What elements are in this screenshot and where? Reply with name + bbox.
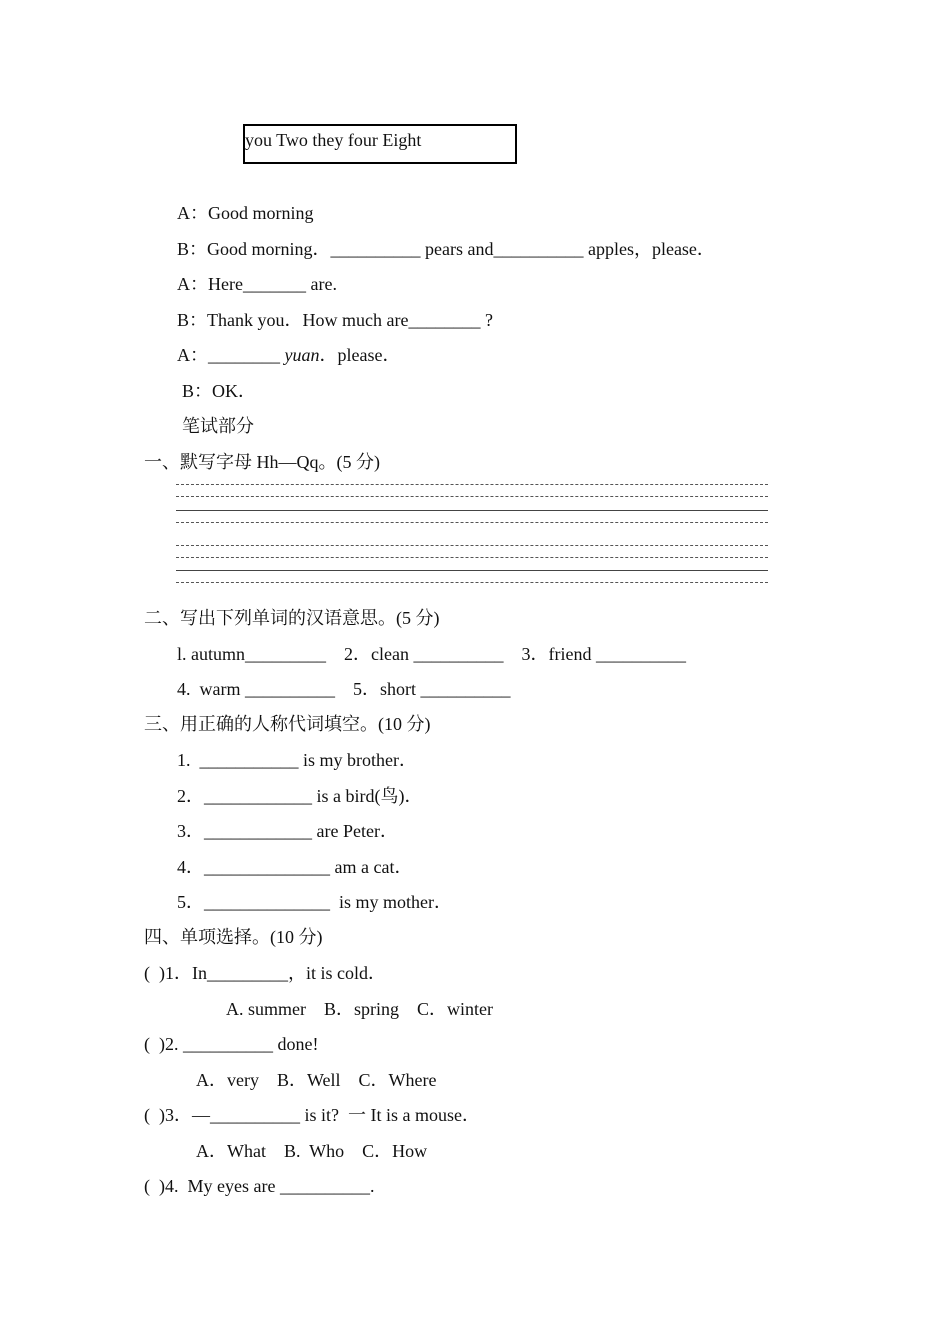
question-1-options: A. summer B．spring C．winter [226,999,493,1019]
question-1: ( )1．In_________，it is cold． [144,963,386,983]
dialogue-line-1: A：Good morning [177,203,314,223]
question-3: ( )3．—__________ is it? 一 It is a mouse． [144,1105,480,1125]
handwriting-guide-lines-1 [176,484,768,536]
written-part-heading: 笔试部分 [182,416,254,436]
question-3-options: A．What B. Who C．How [196,1141,428,1161]
section-3-item-3: 3．____________ are Peter． [177,821,398,841]
dialogue-line-4: B：Thank you．How much are________ ? [177,310,493,330]
section-1-title: 一、默写字母 Hh—Qq。(5 分) [144,452,380,472]
question-4: ( )4. My eyes are __________. [144,1176,375,1196]
question-2-options: A．very B．Well C．Where [196,1070,437,1090]
section-3-item-4: 4．______________ am a cat． [177,857,413,877]
section-3-item-1: 1. ___________ is my brother． [177,750,417,770]
word-bank-text: you Two they four Eight [245,130,422,150]
question-2: ( )2. __________ done! [144,1034,319,1054]
section-2-row-1: l. autumn_________ 2．clean __________ 3．friend __________ [177,644,686,664]
section-3-item-2: 2．____________ is a bird(鸟)． [177,786,423,806]
dialogue-line-5-start: A：________ [177,345,285,365]
dialogue-line-2: B：Good morning．__________ pears and__________ apples，please． [177,239,715,259]
dialogue-line-5-yuan: yuan [284,345,320,365]
section-3-item-5: 5．______________ is my mother． [177,892,452,912]
section-3-title: 三、用正确的人称代词填空。(10 分) [144,714,431,734]
dialogue-line-5-end: ．please． [319,345,401,365]
dialogue-line-6: B：OK． [182,381,257,401]
dialogue-line-3: A：Here_______ are. [177,274,337,294]
handwriting-guide-lines-2 [176,545,768,597]
section-4-title: 四、单项选择。(10 分) [144,927,323,947]
dialogue-line-5 [177,344,400,366]
section-2-row-2: 4. warm __________ 5．short __________ [177,679,511,699]
section-2-title: 二、写出下列单词的汉语意思。(5 分) [144,608,440,628]
word-bank-box [243,124,517,164]
